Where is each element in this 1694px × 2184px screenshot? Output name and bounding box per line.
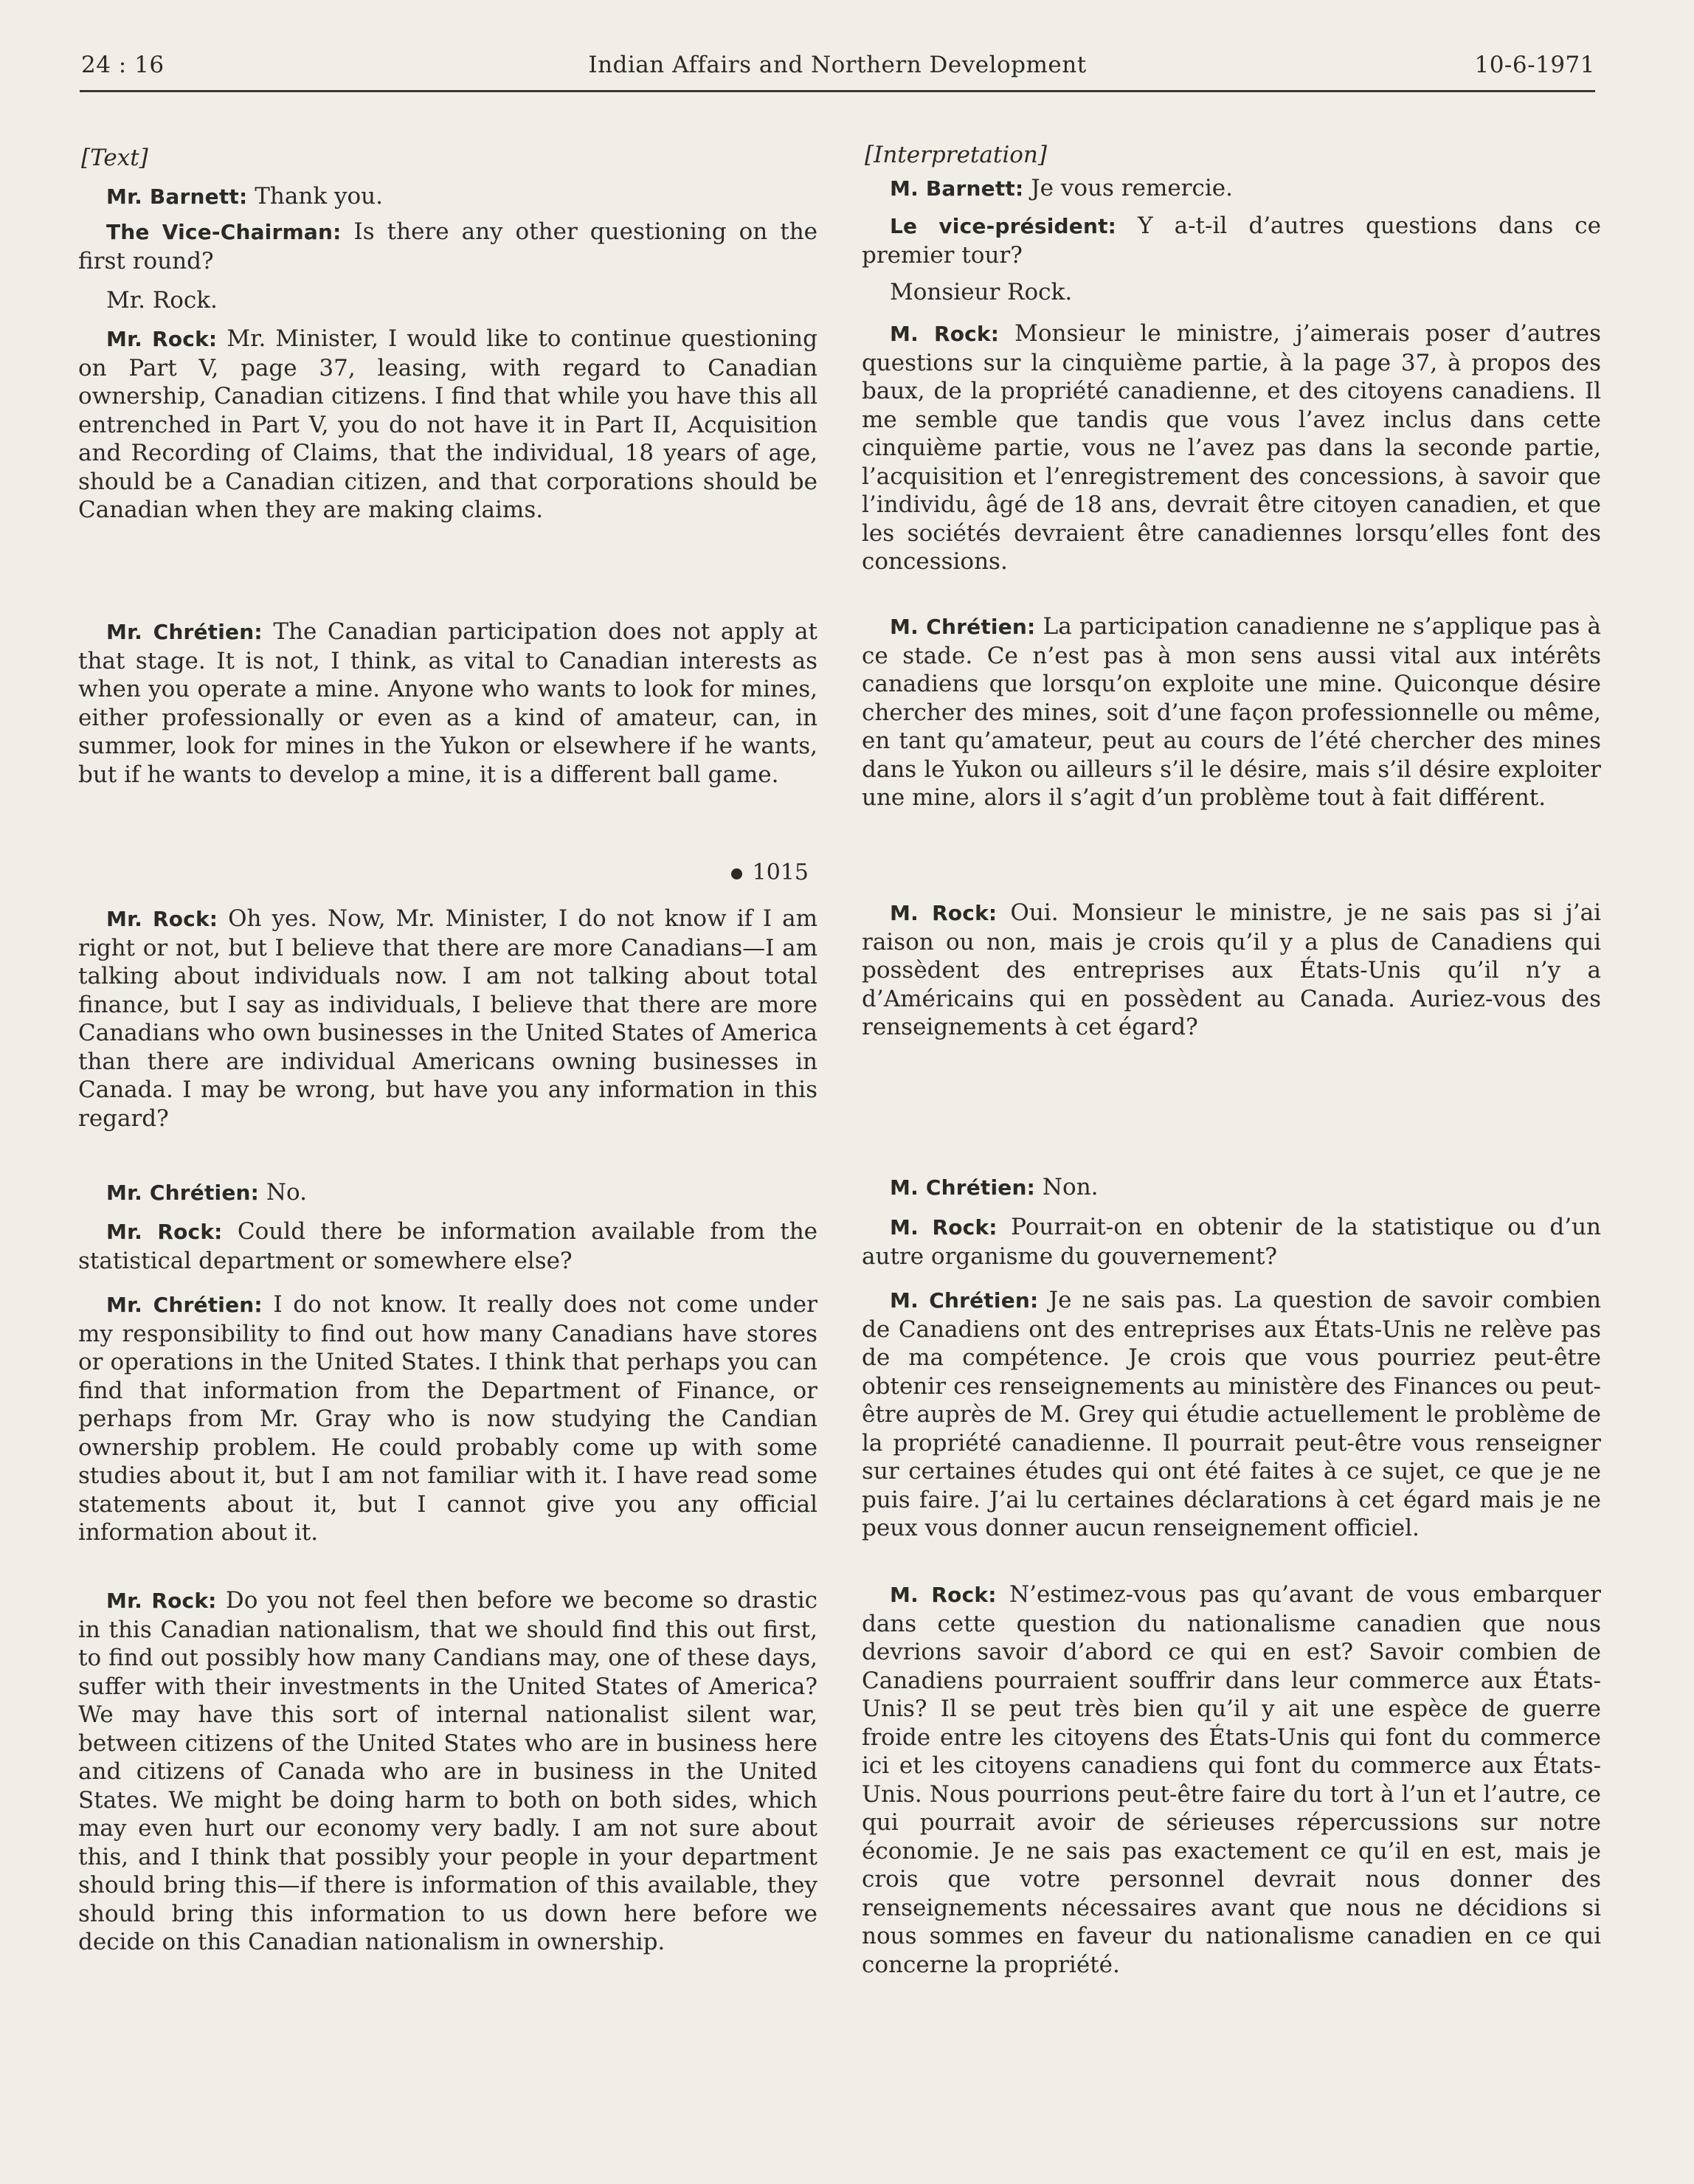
speaker-name: Mr. Chrétien: — [106, 1181, 260, 1205]
column-label-text: [Text] — [81, 145, 148, 171]
speaker-name: M. Chrétien: — [890, 1288, 1039, 1313]
paragraph-text: Je ne sais pas. La question de savoir combien de Canadiens ont des entreprises aux États-Unis ne relève pas de ma compétence. Je crois que vous pourriez peut-être obtenir ces renseignements au ministère des Finances ou peut-être auprès de M. Grey qui étudie actuellement le problème de la propriété canadienne. Il pourrait peut-être vous renseigner sur certaines études qui ont été faites à ce sujet, ce que je ne puis faire. J’ai lu certaines déclarations à cet égard mais je ne peux vous donner aucun renseignement officiel. — [862, 1287, 1601, 1541]
speaker-name: The Vice-Chairman: — [106, 220, 342, 244]
paragraph — [862, 1173, 1601, 1203]
paragraph — [862, 174, 1601, 204]
time-marker — [731, 859, 809, 887]
speaker-name: M. Rock: — [890, 322, 1000, 346]
speaker-name: Mr. Chrétien: — [106, 1293, 263, 1317]
paragraph-text: Is there any other questioning on the first round? — [78, 218, 818, 274]
paragraph — [78, 1217, 817, 1275]
paragraph-text: Monsieur le ministre, j’aimerais poser d’autres questions sur la cinquième partie, à la page 37, à propos des baux, de la propriété canadienne, et des citoyens canadiens. Il me semble que tandis que vous l’avez inclus dans cette cinquième partie, vous ne l’avez pas dans la seconde partie, l’acquisition et l’enregistrement des concessions, à savoir que l’individu, âgé de 18 ans, devrait être citoyen canadien, et que les sociétés devraient être canadiennes lorsqu’elles font des concessions. — [862, 320, 1601, 575]
paragraph — [862, 612, 1601, 812]
paragraph — [78, 1586, 817, 1957]
paragraph — [78, 182, 817, 212]
speaker-name: M. Barnett: — [890, 176, 1024, 201]
speaker-name: M. Rock: — [890, 1215, 998, 1240]
paragraph — [78, 325, 817, 525]
speaker-name: Mr. Rock: — [106, 1589, 217, 1613]
paragraph-text: Pourrait-on en obtenir de la statistique ou d’un autre organisme du gouvernement? — [862, 1214, 1601, 1270]
publication-title: Indian Affairs and Northern Development — [588, 52, 1087, 78]
paragraph-text: Oui. Monsieur le ministre, je ne sais pas si j’ai raison ou non, mais je crois qu’il y a plus de Canadiens qui possèdent des entreprises aux États-Unis qu’il n’y a d’Américains qui en possèdent au Canada. Auriez-vous des renseignements à cet égard? — [862, 899, 1602, 1040]
speaker-name: Mr. Chrétien: — [106, 620, 263, 644]
paragraph-text: No. — [259, 1179, 308, 1206]
speaker-name: M. Rock: — [890, 1583, 997, 1607]
speaker-name: Mr. Rock: — [106, 1220, 223, 1244]
speaker-name: Le vice-président: — [890, 214, 1117, 238]
speaker-name: M. Chrétien: — [890, 615, 1036, 639]
paragraph — [78, 286, 817, 316]
bullet-icon — [731, 868, 742, 880]
paragraph — [862, 1213, 1601, 1271]
publication-date: 10-6-1971 — [1474, 52, 1595, 78]
column-label-interpretation: [Interpretation] — [865, 142, 1047, 168]
paragraph-text: Monsieur Rock. — [890, 279, 1073, 305]
paragraph-text: N’estimez-vous pas qu’avant de vous embarquer dans cette question du nationalisme canadien que nous devrions savoir d’abord ce qui en est? Savoir combien de Canadiens pourraient souffrir dans leur commerce aux États-Unis? Il se peut très bien qu’il y ait une espèce de guerre froide entre les citoyens des États-Unis qui font du commerce ici et les citoyens canadiens qui font du commerce aux États-Unis. Nous pourrions peut-être faire du tort à l’un et l’autre, ce qui pourrait avoir de sérieuses répercussions sur notre économie. Je ne sais pas exactement ce qu’il en est, mais je crois que votre personnel devrait nous donner des renseignements nécessaires avant que nous ne décidions si nous sommes en faveur du nationalisme canadien en ce qui concerne la propriété. — [862, 1581, 1601, 1978]
paragraph-text: Thank you. — [247, 183, 383, 210]
paragraph — [78, 618, 817, 789]
paragraph — [862, 1580, 1601, 1979]
speaker-name: Mr. Rock: — [106, 907, 218, 931]
english-column — [78, 0, 817, 2184]
paragraph-text: The Canadian participation does not apply at that stage. It is not, I think, as vital to Canadian interests as when you operate a mine. Anyone who wants to look for mines, either professionally or even as a kind of amateur, can, in summer, look for mines in the Yukon or elsewhere if he wants, but if he wants to develop a mine, it is a different ball game. — [78, 618, 818, 788]
paragraph — [78, 1290, 817, 1547]
paragraph — [862, 212, 1601, 269]
paragraph — [862, 1286, 1601, 1543]
paragraph-text: Mr. Minister, I would like to continue questioning on Part V, page 37, leasing, with regard to Canadian ownership, Canadian citizens. I find that while you have this all entrenched in Part V, you do not have it in Part II, Acquisition and Recording of Claims, that the individual, 18 years of age, should be a Canadian citizen, and that corporations should be Canadian when they are making claims. — [78, 325, 817, 523]
paragraph-text: I do not know. It really does not come under my responsibility to find out how many Canadians have stores or operations in the United States. I think that perhaps you can find that information from the Department of Finance, or perhaps from Mr. Gray who is now studying the Candian ownership problem. He could probably come up with some studies about it, but I am not familiar with it. I have read some statements about it, but I cannot give you any official information about it. — [78, 1291, 817, 1546]
page-number: 24 : 16 — [81, 52, 165, 78]
paragraph — [78, 905, 817, 1133]
paragraph-text: Mr. Rock. — [106, 287, 218, 314]
paragraph — [78, 218, 817, 275]
speaker-name: Mr. Rock: — [106, 327, 218, 351]
paragraph — [862, 899, 1601, 1042]
paragraph — [78, 1178, 817, 1208]
paragraph-text: Could there be information available from the statistical department or somewhere else? — [78, 1218, 817, 1274]
paragraph-text: Y a-t-il d’autres questions dans ce premier tour? — [862, 212, 1601, 269]
paragraph — [862, 319, 1601, 576]
paragraph-text: Non. — [1035, 1174, 1099, 1200]
paragraph-text: Oh yes. Now, Mr. Minister, I do not know if I am right or not, but I believe that there are more Canadians—I am talking about individuals now. I am not talking about total finance, but I say as individuals, I believe that there are more Canadians who own businesses in the United States of America than there are individual Americans owning businesses in Canada. I may be wrong, but have you any information in this regard? — [78, 905, 817, 1132]
speaker-name: Mr. Barnett: — [106, 184, 248, 209]
paragraph-text: La participation canadienne ne s’applique pas à ce stade. Ce n’est pas à mon sens aussi vital aux intérêts canadiens que lorsqu’on exploite une mine. Quiconque désire chercher des mines, soit d’une façon professionnelle ou même, en tant qu’amateur, peut au cours de l’été chercher des mines dans le Yukon ou ailleurs s’il le désire, mais s’il désire exploiter une mine, alors il s’agit d’un problème tout à fait différent. — [862, 613, 1601, 811]
french-column — [862, 0, 1601, 2184]
paragraph-text: Do you not feel then before we become so drastic in this Canadian nationalism, that we should find this out first, to find out possibly how many Candians may, one of these days, suffer with their investments in the United States of America? We may have this sort of internal nationalist silent war, between citizens of the United States who are in business here and citizens of Canada who are in business in the United States. We might be doing harm to both on both sides, which may even hurt our economy very badly. I am not sure about this, and I think that possibly your people in your department should bring this—if there is information of this available, they should bring this information to us down here before we decide on this Canadian nationalism in ownership. — [78, 1587, 817, 1955]
paragraph-text: Je vous remercie. — [1023, 175, 1233, 201]
time-marker-text: 1015 — [752, 860, 809, 885]
paragraph — [862, 278, 1601, 308]
speaker-name: M. Chrétien: — [890, 1175, 1036, 1200]
speaker-name: M. Rock: — [890, 901, 998, 925]
